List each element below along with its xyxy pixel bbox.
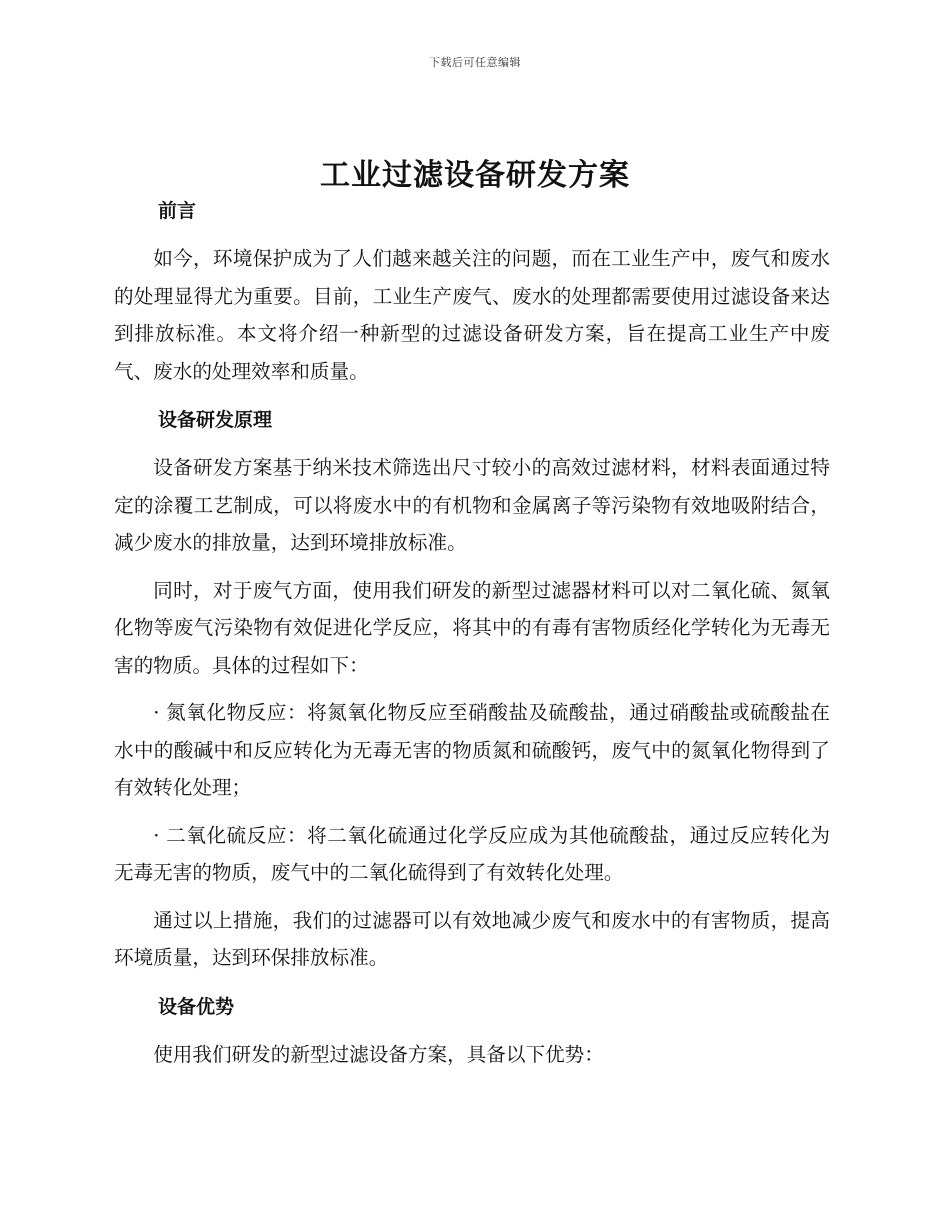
list-item-so2-reaction: · 二氧化硫反应：将二氧化硫通过化学反应成为其他硫酸盐，通过反应转化为无毒无害的物质，废气中的二氧化硫得到了有效转化处理。 bbox=[114, 823, 830, 884]
list-item-nox-reaction: · 氮氧化物反应：将氮氧化物反应至硝酸盐及硫酸盐，通过硝酸盐或硫酸盐在水中的酸碱中和反应转化为无毒无害的物质氮和硫酸钙，废气中的氮氧化物得到了有效转化处理； bbox=[114, 701, 830, 799]
section-heading-advantages: 设备优势 bbox=[158, 995, 235, 1018]
paragraph-principle-2: 同时，对于废气方面，使用我们研发的新型过滤器材料可以对二氧化硫、氮氧化物等废气污染物有效促进化学反应，将其中的有毒有害物质经化学转化为无毒无害的物质。具体的过程如下： bbox=[114, 578, 830, 677]
section-heading-preface: 前言 bbox=[158, 200, 197, 222]
paragraph-principle-1: 设备研发方案基于纳米技术筛选出尺寸较小的高效过滤材料，材料表面通过特定的涂覆工艺制成，可以将废水中的有机物和金属离子等污染物有效地吸附结合，减少废水的排放量，达到环境排放标准。 bbox=[114, 456, 830, 554]
paragraph-principle-summary: 通过以上措施，我们的过滤器可以有效地减少废气和废水中的有害物质，提高环境质量，达到环保排放标准。 bbox=[114, 908, 830, 969]
page-header-note: 下载后可任意编辑 bbox=[429, 56, 521, 69]
paragraph-advantages-1: 使用我们研发的新型过滤设备方案，具备以下优势： bbox=[153, 1042, 604, 1066]
document-body bbox=[114, 193, 830, 1073]
document-title: 工业过滤设备研发方案 bbox=[320, 158, 630, 193]
paragraph-preface-1: 如今，环境保护成为了人们越来越关注的问题，而在工业生产中，废气和废水的处理显得尤为重要。目前，工业生产废气、废水的处理都需要使用过滤设备来达到排放标准。本文将介绍一种新型的过滤设备研发方案，旨在提高工业生产中废气、废水的处理效率和质量。 bbox=[114, 247, 830, 383]
section-heading-principle: 设备研发原理 bbox=[158, 409, 273, 431]
